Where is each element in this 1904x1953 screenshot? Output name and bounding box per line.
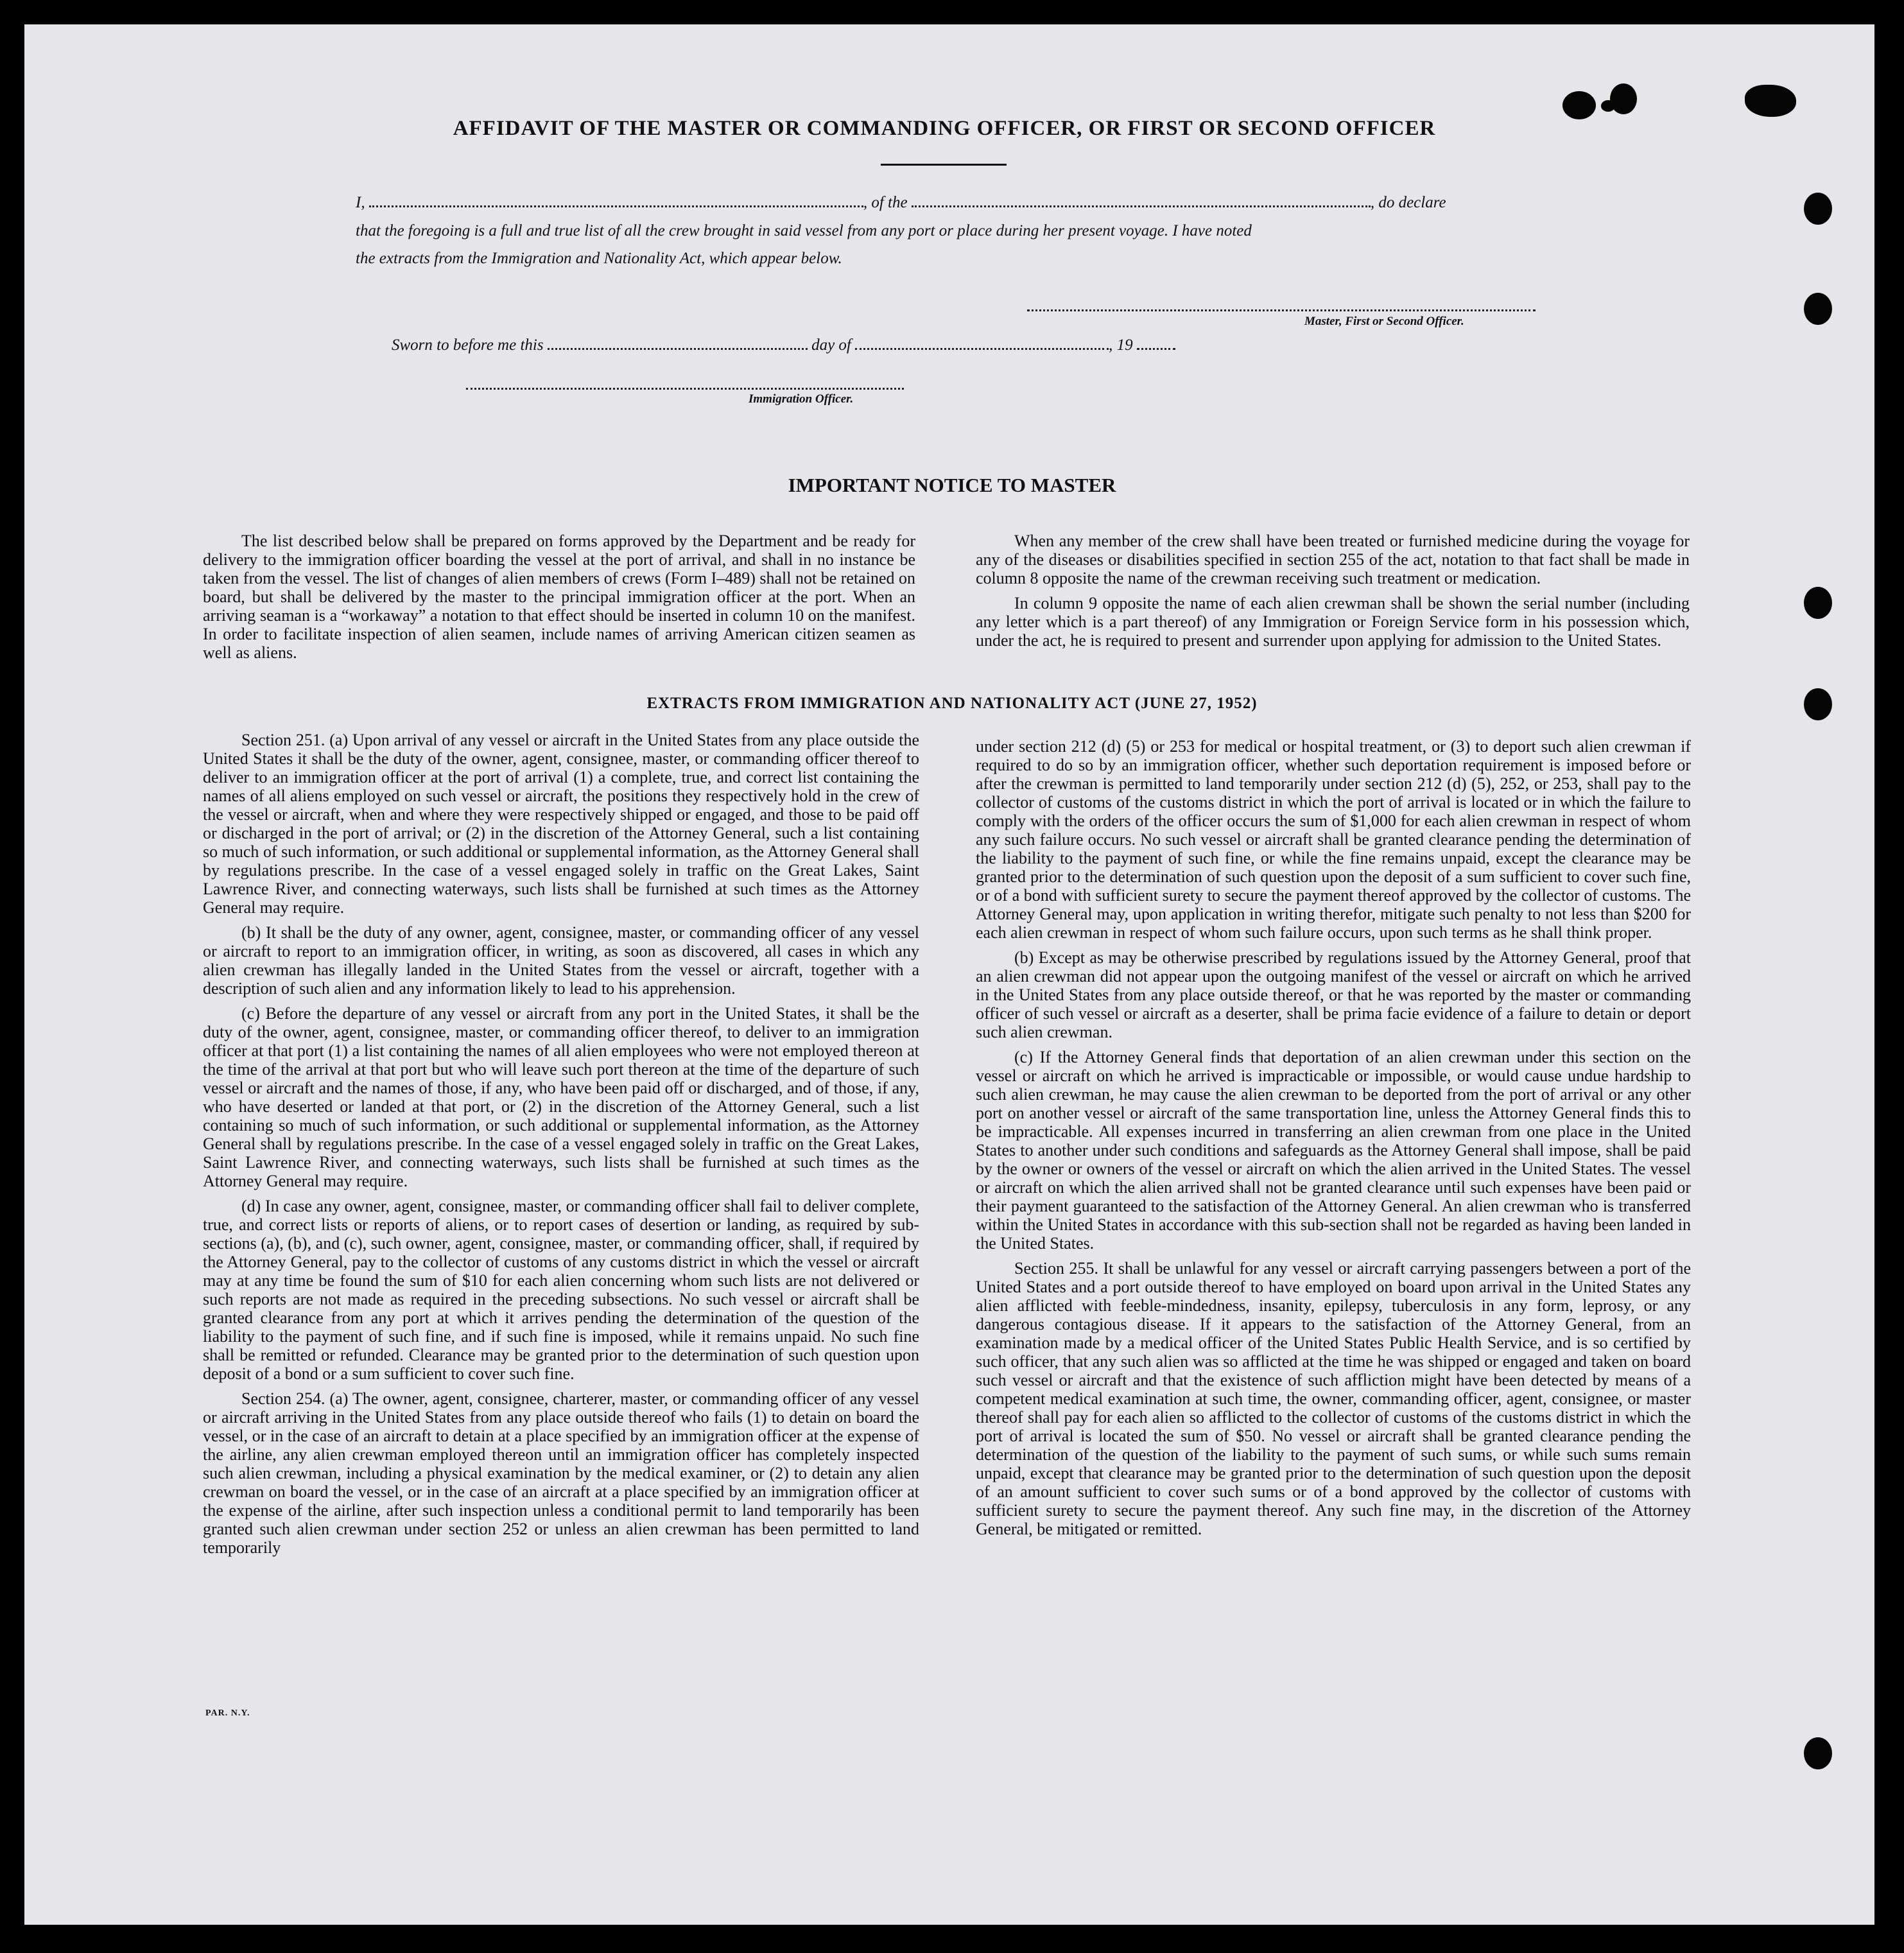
officer-signature-line[interactable]	[466, 388, 904, 390]
name-field[interactable]	[369, 205, 863, 207]
ink-blot	[1745, 85, 1796, 117]
extracts-right-column	[976, 737, 1691, 1545]
vessel-field[interactable]	[912, 205, 1371, 207]
notice-paragraph: The list described below shall be prepared on forms approved by the Department and be ready for delivery to the immigration officer boarding the vessel at the port of arrival, and shall in no instance be taken from the vessel. The list of changes of alien members of crews (Form I–489) shall not be retained on board, but shall be delivered by the master to the principal immigration officer at the port. When an arriving seaman is a “workaway” a notation to that effect should be inserted in column 10 on the manifest. In order to facilitate inspection of alien seamen, include names of arriving American citizen seamen as well as aliens.	[203, 532, 915, 662]
sworn-day-field[interactable]	[548, 348, 808, 350]
declaration-line-3: the extracts from the Immigration and Nationality Act, which appear below.	[356, 250, 842, 267]
binder-hole	[1804, 1737, 1832, 1769]
binder-hole	[1804, 587, 1832, 619]
sworn-month-field[interactable]	[855, 348, 1109, 350]
declaration-i: I,	[356, 194, 365, 211]
sworn-year-field[interactable]	[1137, 348, 1175, 350]
section-251-a: Section 251. (a) Upon arrival of any vessel or aircraft in the United States from any place outside the United States it shall be the duty of the owner, agent, consignee, master, or commanding officer thereof to deliver to an immigration officer at the port of arrival (1) a complete, true, and correct list containing the names of all aliens employed on such vessel or aircraft, the positions they respectively hold in the crew of the vessel or aircraft, when and where they were respectively shipped or engaged, and those to be paid off or discharged in the port of arrival; or (2) in the discretion of the Attorney General, such a list containing so much of such information, or such additional or supplemental information, as the Attorney General shall by regulations prescribe. In the case of a vessel engaged solely in traffic on the Great Lakes, Saint Lawrence River, and connecting waterways, such lists shall be furnished at such times as the Attorney General may require.	[203, 731, 919, 917]
section-254-a-continued: under section 212 (d) (5) or 253 for medical or hospital treatment, or (3) to deport such alien crewman if required to do so by an immigration officer, whether such deportation requirement is imposed before or after the crewman is permitted to land temporarily under section 212 (d) (5), 252, or 253, shall pay to the collector of customs of the customs district in which the port of arrival is located or in which the failure to comply with the orders of the officer occurs the sum of $1,000 for each alien crewman in respect of whom any such failure occurs. No such vessel or aircraft shall be granted clearance pending the determination of the liability to the payment of such fine, or while the fine remains unpaid, except the clearance may be granted prior to the determination of such question upon the deposit of a sum sufficient to cover such fine, or of a bond with sufficient surety to secure the payment thereof approved by the collector of customs. The Attorney General may, upon application in writing therefor, mitigate such penalty to not less than $200 for each alien crewman in respect of whom such failure occurs, upon such terms as he shall think proper.	[976, 737, 1691, 942]
notice-title: IMPORTANT NOTICE TO MASTER	[788, 474, 1116, 496]
sworn-line	[392, 331, 1833, 359]
title-underline	[881, 164, 1007, 166]
ink-blot	[1610, 83, 1637, 114]
section-255: Section 255. It shall be unlawful for any vessel or aircraft carrying passengers between a port of the United States and a port outside thereof to have employed on board upon arrival in the United States any alien afflicted with feeble-mindedness, insanity, epilepsy, tuberculosis in any form, leprosy, or any dangerous contagious disease. If it appears to the satisfaction of the Attorney General, from an examination made by a medical officer of the United States Public Health Service, and is so certified by such officer, that any such alien was so afflicted at the time he was shipped or engaged and taken on board such vessel or aircraft and that the existence of such affliction might have been detected by means of a competent medical examination at such time, the owner, commanding officer, agent, consignee, or master thereof shall pay for each alien so afflicted to the collector of customs of the customs district in which the port of arrival is located the sum of $50. No vessel or aircraft shall be granted clearance pending the determination of the question of the liability to the payment of such sums, or while such sums remain unpaid, except that clearance may be granted prior to the determination of such question upon the deposit of an amount sufficient to cover such sums or of a bond approved by the collector of customs with sufficient surety to secure the payment thereof. Any such fine may, in the discretion of the Attorney General, be mitigated or remitted.	[976, 1259, 1691, 1538]
section-254-b: (b) Except as may be otherwise prescribed by regulations issued by the Attorney General, proof that an alien crewman did not appear upon the outgoing manifest of the vessel or aircraft on which he arrived in the United States from any place outside thereof, or that he was reported by the master or commanding officer of such vessel or aircraft as a deserter, shall be prima facie evidence of a failure to detain or deport such alien crewman.	[976, 948, 1691, 1041]
officer-signature-label: Immigration Officer.	[749, 392, 854, 406]
notice-left-column	[203, 532, 915, 668]
declaration-do-declare: , do declare	[1370, 194, 1446, 211]
section-251-b: (b) It shall be the duty of any owner, agent, consignee, master, or commanding officer of any vessel or aircraft to report to an immigration officer, in writing, as soon as discovered, all cases in which any alien crewman has illegally landed in the United States from the vessel or aircraft, together with a description of such alien and any information likely to lead to his apprehension.	[203, 923, 919, 998]
affidavit-title: AFFIDAVIT OF THE MASTER OR COMMANDING OFFICER, OR FIRST OR SECOND OFFICER	[453, 117, 1436, 140]
sworn-year-prefix: , 19	[1109, 336, 1133, 354]
master-signature-label: Master, First or Second Officer.	[1304, 315, 1464, 328]
printer-mark: PAR. N.Y.	[205, 1708, 250, 1718]
notice-right-column	[976, 532, 1690, 656]
sworn-prefix: Sworn to before me this	[392, 336, 544, 354]
binder-hole	[1804, 193, 1832, 225]
section-251-d: (d) In case any owner, agent, consignee, master, or commanding officer shall fail to deliver complete, true, and correct lists or reports of aliens, or to report cases of desertion or landing, as required by sub-sections (a), (b), and (c), such owner, agent, consignee, master, or commanding officer, shall, if required by the Attorney General, pay to the collector of customs of any customs district in which the vessel or aircraft may at any time be found the sum of $10 for each alien concerning whom such lists are not delivered or such reports are not made as required in the preceding subsections. No such vessel or aircraft shall be granted clearance from any port at which it arrives pending the determination of the question of the liability to the payment of such fine, and if such fine is imposed, while it remains unpaid. No such fine shall be remitted or refunded. Clearance may be granted prior to the determination of such question upon deposit of a bond or a sum sufficient to cover such fine.	[203, 1197, 919, 1383]
master-signature-line[interactable]	[1027, 309, 1536, 311]
section-251-c: (c) Before the departure of any vessel or aircraft from any port in the United States, it shall be the duty of the owner, agent, consignee, master, or commanding officer thereof, to deliver to an immigration officer at that port (1) a list containing the names of all alien employees who were not employed thereon at the time of the arrival at that port but who will leave such port thereon at the time of the departure of such vessel or aircraft and the names of those, if any, who have been paid off or discharged, and of those, if any, who have deserted or landed at that port, or (2) in the discretion of the Attorney General, such a list containing so much of such information, or such additional or supplemental information, as the Attorney General shall by regulations prescribe. In the case of a vessel engaged solely in traffic on the Great Lakes, Saint Lawrence River, and connecting waterways, such lists shall be furnished at such times as the Attorney General may require.	[203, 1004, 919, 1190]
extracts-left-column	[203, 731, 919, 1563]
declaration-line-1	[356, 189, 1797, 216]
notice-paragraph: In column 9 opposite the name of each alien crewman shall be shown the serial number (including any letter which is a part thereof) of any Immigration or Foreign Service form in his possession which, under the act, he is required to present and surrender upon applying for admission to the United States.	[976, 594, 1690, 650]
sworn-day-of: day of	[811, 336, 851, 354]
declaration-line-2: that the foregoing is a full and true list of all the crew brought in said vessel from any port or place during her present voyage. I have noted	[356, 222, 1252, 239]
extracts-title: EXTRACTS FROM IMMIGRATION AND NATIONALITY ACT (JUNE 27, 1952)	[646, 695, 1258, 712]
section-254-c: (c) If the Attorney General finds that deportation of an alien crewman under this section on the vessel or aircraft on which he arrived is impracticable or impossible, or would cause undue hardship to such alien crewman, he may cause the alien crewman to be deported from the port of arrival or any other port on another vessel or aircraft of the same transportation line, unless the Attorney General finds this to be impracticable. All expenses incurred in transferring an alien crewman from one place in the United States to another under such conditions and safeguards as the Attorney General shall impose, shall be paid by the owner or owners of the vessel or aircraft on which the alien arrived in the United States. The vessel or aircraft on which the alien arrived shall not be granted clearance until such expenses have been paid or their payment guaranteed to the satisfaction of the Attorney General. An alien crewman who is transferred within the United States in accordance with this sub-section shall not be regarded as having been landed in the United States.	[976, 1048, 1691, 1253]
notice-paragraph: When any member of the crew shall have been treated or furnished medicine during the voyage for any of the diseases or disabilities specified in section 255 of the act, notation to that fact shall be made in column 8 opposite the name of the crewman receiving such treatment or medication.	[976, 532, 1690, 587]
section-254-a: Section 254. (a) The owner, agent, consignee, charterer, master, or commanding officer of any vessel or aircraft arriving in the United States from any place outside thereof who fails (1) to detain on board the vessel, or in the case of an aircraft to detain at a place specified by an immigration officer at the expense of the airline, any alien crewman employed thereon until an immigration officer has completely inspected such alien crewman, including a physical examination by the medical examiner, or (2) to detain any alien crewman on board the vessel, or in the case of an aircraft at a place specified by an immigration officer at the expense of the airline, after such inspection unless a conditional permit to land temporarily has been granted such alien crewman under section 252 or unless an alien crewman has been permitted to land temporarily	[203, 1389, 919, 1557]
ink-blot	[1562, 91, 1596, 119]
declaration-of-the: , of the	[863, 194, 908, 211]
binder-hole	[1804, 293, 1832, 325]
